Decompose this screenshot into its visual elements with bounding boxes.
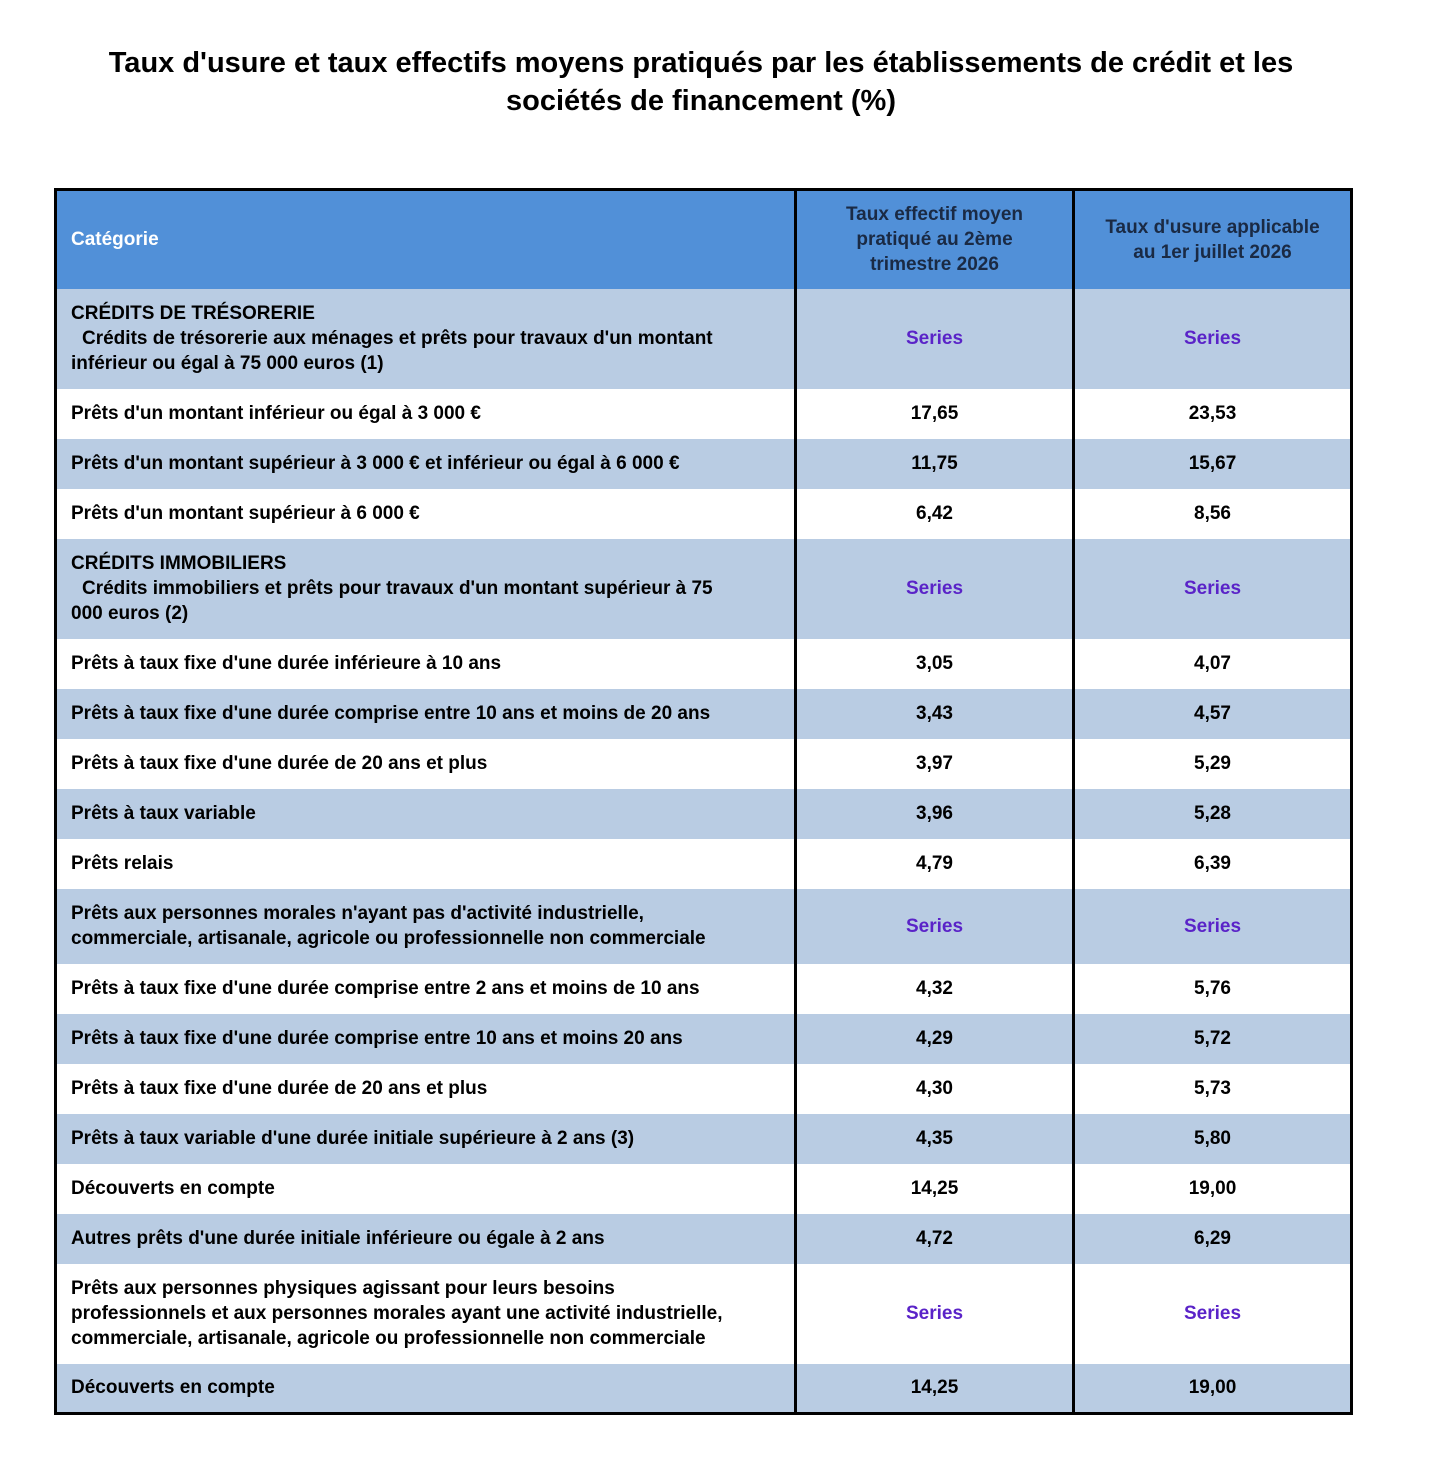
column-header-category: Catégorie	[56, 190, 796, 289]
row-label: Prêts à taux fixe d'une durée inférieure à 10 ans	[56, 639, 796, 689]
usure-value: 5,29	[1074, 739, 1352, 789]
usure-series-link[interactable]: Series	[1074, 889, 1352, 964]
teg-value: 17,65	[796, 389, 1074, 439]
usure-value: 19,00	[1074, 1364, 1352, 1414]
column-header-usure-line-2: au 1er juillet 2026	[1133, 241, 1292, 263]
usure-value: 4,57	[1074, 689, 1352, 739]
table-row	[56, 439, 1352, 489]
teg-value: 4,29	[796, 1014, 1074, 1064]
usure-value: 5,28	[1074, 789, 1352, 839]
column-header-teg-line-3: trimestre 2026	[870, 254, 999, 276]
section-heading-line-3: commerciale, artisanale, agricole ou professionnelle non commerciale	[71, 1328, 706, 1349]
table-row	[56, 639, 1352, 689]
table-row	[56, 1114, 1352, 1164]
table-row	[56, 1214, 1352, 1264]
row-label: Prêts relais	[56, 839, 796, 889]
teg-value: 3,05	[796, 639, 1074, 689]
usure-value: 15,67	[1074, 439, 1352, 489]
table-row	[56, 1164, 1352, 1214]
row-label: Prêts à taux fixe d'une durée comprise entre 10 ans et moins 20 ans	[56, 1014, 796, 1064]
teg-value: 3,96	[796, 789, 1074, 839]
table-row	[56, 739, 1352, 789]
row-label	[56, 889, 796, 964]
teg-series-link[interactable]: Series	[796, 289, 1074, 389]
usure-value: 5,76	[1074, 964, 1352, 1014]
column-header-teg	[796, 190, 1074, 289]
table-row-section-immobiliers	[56, 539, 1352, 639]
column-header-usure	[1074, 190, 1352, 289]
row-label: Prêts à taux variable	[56, 789, 796, 839]
usure-series-link[interactable]: Series	[1074, 1264, 1352, 1364]
column-header-teg-line-1: Taux effectif moyen	[845, 204, 1024, 226]
teg-value: 6,42	[796, 489, 1074, 539]
column-header-teg-line-2: pratiqué au 2ème	[856, 229, 1013, 251]
table-row	[56, 1014, 1352, 1064]
row-label: Prêts à taux fixe d'une durée de 20 ans et plus	[56, 1064, 796, 1114]
table-row-section-personnes-morales	[56, 889, 1352, 964]
teg-value: 4,79	[796, 839, 1074, 889]
usure-series-link[interactable]: Series	[1074, 539, 1352, 639]
row-label: Autres prêts d'une durée initiale inférieure ou égale à 2 ans	[56, 1214, 796, 1264]
page-title	[40, 44, 1362, 120]
section-heading-line-1: Prêts aux personnes morales n'ayant pas d'activité industrielle,	[71, 903, 644, 924]
section-description-line-1: Crédits immobiliers et prêts pour travaux d'un montant supérieur à 75	[82, 578, 713, 599]
usure-series-link[interactable]: Series	[1074, 289, 1352, 389]
row-label: Prêts à taux fixe d'une durée de 20 ans et plus	[56, 739, 796, 789]
section-description-line-2: inférieur ou égal à 75 000 euros (1)	[71, 353, 384, 374]
usure-value: 19,00	[1074, 1164, 1352, 1214]
teg-value: 3,97	[796, 739, 1074, 789]
teg-value: 14,25	[796, 1164, 1074, 1214]
section-heading: CRÉDITS IMMOBILIERS	[71, 553, 287, 574]
section-heading-line-1: Prêts aux personnes physiques agissant pour leurs besoins	[71, 1278, 615, 1299]
usure-value: 4,07	[1074, 639, 1352, 689]
teg-series-link[interactable]: Series	[796, 1264, 1074, 1364]
section-heading: CRÉDITS DE TRÉSORERIE	[71, 303, 315, 324]
row-label	[56, 1264, 796, 1364]
table-row	[56, 789, 1352, 839]
usure-value: 6,29	[1074, 1214, 1352, 1264]
usure-value: 8,56	[1074, 489, 1352, 539]
teg-series-link[interactable]: Series	[796, 889, 1074, 964]
section-description-line-2: 000 euros (2)	[71, 603, 189, 624]
table-row-section-tresorerie	[56, 289, 1352, 389]
teg-series-link[interactable]: Series	[796, 539, 1074, 639]
section-heading-line-2: professionnels et aux personnes morales ayant une activité industrielle,	[71, 1303, 723, 1324]
teg-value: 4,35	[796, 1114, 1074, 1164]
row-label: Prêts d'un montant inférieur ou égal à 3 000 €	[56, 389, 796, 439]
teg-value: 14,25	[796, 1364, 1074, 1414]
row-label: Prêts à taux fixe d'une durée comprise entre 10 ans et moins de 20 ans	[56, 689, 796, 739]
usure-value: 5,72	[1074, 1014, 1352, 1064]
teg-value: 11,75	[796, 439, 1074, 489]
usure-value: 6,39	[1074, 839, 1352, 889]
row-label: Prêts d'un montant supérieur à 3 000 € et inférieur ou égal à 6 000 €	[56, 439, 796, 489]
table-row	[56, 1364, 1352, 1414]
teg-value: 3,43	[796, 689, 1074, 739]
table-row	[56, 1064, 1352, 1114]
rates-table	[54, 188, 1353, 1415]
usure-value: 23,53	[1074, 389, 1352, 439]
section-heading-line-2: commerciale, artisanale, agricole ou professionnelle non commerciale	[71, 928, 706, 949]
row-label: Découverts en compte	[56, 1364, 796, 1414]
teg-value: 4,72	[796, 1214, 1074, 1264]
usure-value: 5,80	[1074, 1114, 1352, 1164]
table-row	[56, 839, 1352, 889]
table-row	[56, 389, 1352, 439]
page-title-line-2: sociétés de financement (%)	[506, 85, 896, 117]
teg-value: 4,32	[796, 964, 1074, 1014]
row-label	[56, 539, 796, 639]
column-header-usure-line-1: Taux d'usure applicable	[1105, 216, 1320, 238]
table-row-section-personnes-physiques	[56, 1264, 1352, 1364]
section-description-line-1: Crédits de trésorerie aux ménages et prêts pour travaux d'un montant	[82, 328, 713, 349]
table-header-row	[56, 190, 1352, 289]
table-row	[56, 489, 1352, 539]
teg-value: 4,30	[796, 1064, 1074, 1114]
usure-value: 5,73	[1074, 1064, 1352, 1114]
page-title-line-1: Taux d'usure et taux effectifs moyens pratiqués par les établissements de crédit et les	[108, 47, 1294, 79]
table-row	[56, 689, 1352, 739]
row-label: Prêts à taux fixe d'une durée comprise entre 2 ans et moins de 10 ans	[56, 964, 796, 1014]
row-label: Prêts d'un montant supérieur à 6 000 €	[56, 489, 796, 539]
table-row	[56, 964, 1352, 1014]
row-label: Découverts en compte	[56, 1164, 796, 1214]
row-label: Prêts à taux variable d'une durée initiale supérieure à 2 ans (3)	[56, 1114, 796, 1164]
row-label	[56, 289, 796, 389]
